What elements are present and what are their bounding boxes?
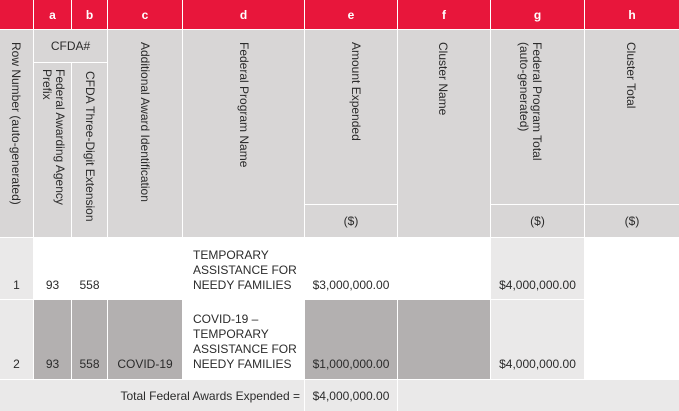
letter-header-blank — [0, 0, 33, 29]
row-1-program-total-text: $4,000,000.00 — [499, 278, 576, 292]
program-name-header — [183, 30, 304, 237]
row-2-cluster-name-cell[interactable] — [398, 300, 490, 379]
amount-unit-label: ($) — [343, 214, 359, 228]
total-label-text: Total Federal Awards Expended = — [120, 389, 300, 403]
column-letter-h: h — [585, 0, 679, 29]
row-1-extension-text: 558 — [79, 278, 100, 292]
program-total-label-line2: (auto-generated) — [517, 42, 531, 132]
row-2-program-line-4: NEEDY FAMILIES — [193, 357, 292, 371]
amount-expended-label: Amount Expended — [349, 42, 363, 141]
additional-award-label: Additional Award Identification — [138, 42, 152, 202]
row-2-program-total-text: $4,000,000.00 — [499, 357, 576, 371]
column-letter-g: g — [491, 0, 584, 29]
row-2-prefix-text: 93 — [45, 357, 60, 371]
row-2-additional-text: COVID-19 — [117, 357, 173, 371]
row-2-amount-text: $1,000,000.00 — [312, 357, 390, 371]
cluster-total-label: Cluster Total — [624, 42, 638, 109]
row-2-extension-cell[interactable] — [72, 300, 107, 379]
total-label-cell — [0, 380, 304, 411]
column-letter-e: e — [305, 0, 397, 29]
amount-expended-header — [305, 30, 397, 204]
column-letter-d: d — [183, 0, 304, 29]
total-filler-cell — [398, 380, 679, 411]
row-1-extension-cell[interactable] — [72, 238, 107, 299]
total-value-cell — [305, 380, 397, 411]
agency-prefix-label-line2: Prefix — [40, 69, 54, 100]
row-2-amount-cell[interactable] — [305, 300, 397, 379]
row-2-program-total-cell — [491, 300, 584, 379]
row-2-program-line-2: TEMPORARY — [193, 327, 269, 341]
cluster-total-unit-cell — [585, 205, 679, 237]
row-1-amount-text: $3,000,000.00 — [312, 278, 390, 292]
row-1-prefix-text: 93 — [45, 278, 60, 292]
row-number-header-label: Row Number (auto-generated) — [9, 42, 23, 205]
row-1-program-line-2: ASSISTANCE FOR — [193, 263, 297, 277]
amount-unit-cell — [305, 205, 397, 237]
total-value-text: $4,000,000.00 — [312, 389, 390, 403]
row-1-program-line-1: TEMPORARY — [193, 248, 269, 262]
agency-prefix-label-line1: Federal Awarding Agency — [53, 69, 67, 205]
row-2-program-line-1: COVID-19 – — [193, 312, 259, 326]
column-letter-c: c — [108, 0, 182, 29]
row-2-number-text: 2 — [13, 357, 20, 371]
additional-award-header — [108, 30, 182, 237]
row-1-additional-cell[interactable] — [108, 238, 182, 299]
cluster-name-label: Cluster Name — [436, 42, 450, 116]
row-2-extension-text: 558 — [79, 357, 100, 371]
row-1-cluster-name-cell[interactable] — [398, 238, 490, 299]
program-total-unit-label: ($) — [530, 214, 545, 228]
cfda-group-header — [34, 30, 107, 62]
row-2-program-line-3: ASSISTANCE FOR — [193, 342, 297, 356]
program-name-label: Federal Program Name — [237, 42, 251, 168]
row-1-cluster-total-cell — [585, 238, 679, 299]
program-total-header — [491, 30, 584, 204]
row-1-number-text: 1 — [13, 278, 20, 292]
program-total-unit-cell — [491, 205, 584, 237]
row-1-prefix-cell[interactable] — [34, 238, 71, 299]
three-digit-header — [72, 63, 107, 237]
cluster-name-header — [398, 30, 490, 237]
column-letter-b: b — [72, 0, 107, 29]
row-2-program-cell[interactable] — [183, 300, 304, 379]
row-number-header — [0, 30, 33, 237]
program-total-label-line1: Federal Program Total — [530, 42, 544, 161]
row-2-prefix-cell[interactable] — [34, 300, 71, 379]
row-1-program-cell[interactable] — [183, 238, 304, 299]
column-letter-f: f — [398, 0, 490, 29]
table-row-1-number — [0, 238, 33, 299]
cluster-total-unit-label: ($) — [624, 214, 640, 228]
agency-prefix-header — [34, 63, 71, 237]
table-row-2-number — [0, 300, 33, 379]
row-1-program-line-3: NEEDY FAMILIES — [193, 278, 292, 292]
row-1-amount-cell[interactable] — [305, 238, 397, 299]
row-2-cluster-total-cell — [585, 300, 679, 379]
cluster-total-header — [585, 30, 679, 204]
cfda-group-label: CFDA# — [50, 39, 91, 53]
row-2-additional-cell[interactable] — [108, 300, 182, 379]
three-digit-label: CFDA Three-Digit Extension — [83, 71, 97, 222]
column-letter-a: a — [34, 0, 71, 29]
row-1-program-total-cell — [491, 238, 584, 299]
